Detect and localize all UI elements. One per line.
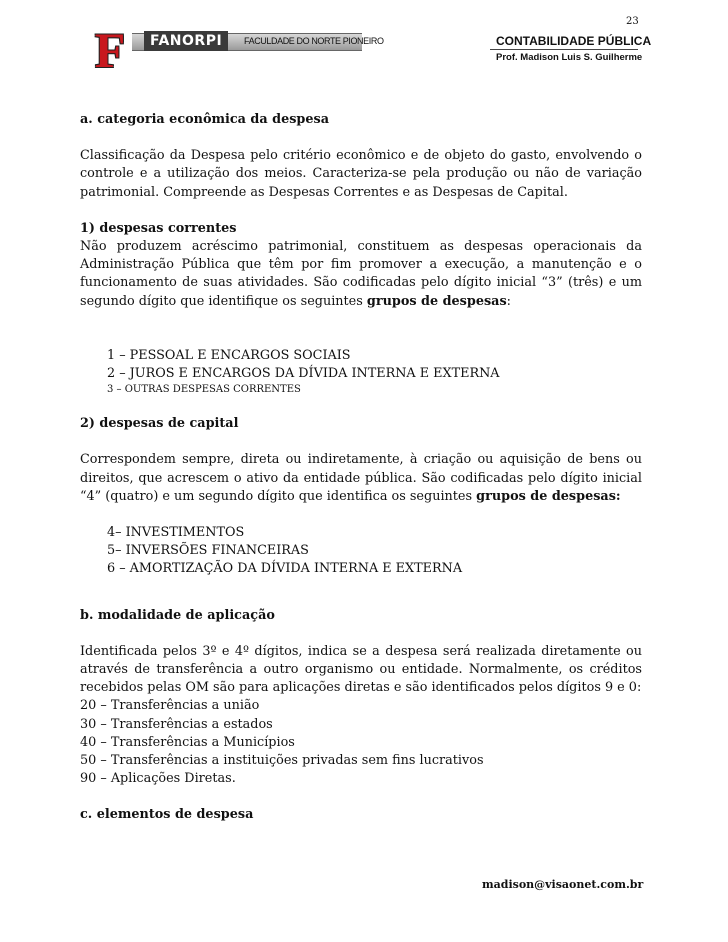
capital-list <box>80 524 642 579</box>
list-item: 6 – AMORTIZAÇÃO DA DÍVIDA INTERNA E EXTERNA <box>107 561 463 577</box>
section-a-heading: a. categoria econômica da despesa <box>80 112 329 127</box>
correntes-text-end: : <box>506 293 511 309</box>
list-item: 4– INVESTIMENTOS <box>107 525 245 541</box>
page-number: 23 <box>626 16 639 27</box>
list-item: 2 – JUROS E ENCARGOS DA DÍVIDA INTERNA E EXTERNA <box>107 366 500 382</box>
logo-subtitle: FACULDADE DO NORTE PIONEIRO <box>244 36 384 46</box>
section-a-paragraph: Classificação da Despesa pelo critério econômico e de objeto do gasto, envolvendo o controle e a utilização dos meios. Caracteriza-se pela produção ou não de variação patrimonial. Compreende as Despesas Correntes e as Despesas de Capital. <box>80 148 642 200</box>
document-body <box>80 111 642 825</box>
footer-email: madison@visaonet.com.br <box>482 878 644 891</box>
list-item: 5– INVERSÕES FINANCEIRAS <box>107 543 309 559</box>
section-c-heading: c. elementos de despesa <box>80 807 254 823</box>
list-item: 40 – Transferências a Municípios <box>80 734 295 750</box>
capital-bold-text: grupos de despesas: <box>476 488 621 504</box>
capital-paragraph <box>80 451 642 506</box>
capital-heading: 2) despesas de capital <box>80 416 239 432</box>
list-item: 1 – PESSOAL E ENCARGOS SOCIAIS <box>107 347 351 363</box>
header-divider <box>490 49 638 50</box>
logo-f-icon: F <box>94 22 126 78</box>
correntes-bold-text: grupos de despesas <box>366 293 507 309</box>
capital-text: Correspondem sempre, direta ou indiretamente, à criação ou aquisição de bens ou direitos, que acrescem o ativo da entidade pública. São codificadas pelo dígito inicial “4” (quatro) e um segundo dígito que identifica os seguintes <box>80 452 642 504</box>
list-item: 20 – Transferências a união <box>80 698 260 714</box>
section-b-paragraph: Identificada pelos 3º e 4º dígitos, indica se a despesa será realizada diretamente ou através de transferência a outro organismo ou entidade. Normalmente, os créditos recebidos pelas OM são para aplicações diretas e são identificados pelos dígitos 9 e 0: <box>80 643 642 696</box>
list-item: 30 – Transferências a estados <box>80 716 273 732</box>
correntes-heading: 1) despesas correntes <box>80 220 237 236</box>
modalidade-list <box>80 697 642 788</box>
correntes-list <box>80 347 642 397</box>
correntes-text: Não produzem acréscimo patrimonial, constituem as despesas operacionais da Administração Pública que têm por fim promover a execução, a manutenção e o funcionamento de suas atividades. São codificadas pelo dígito inicial “3” (três) e um segundo dígito que identifique os seguintes <box>80 239 642 309</box>
logo-name: FANORPI <box>144 31 228 51</box>
professor-name: Prof. Madison Luis S. Guilherme <box>496 52 643 63</box>
section-b-heading: b. modalidade de aplicação <box>80 607 275 623</box>
correntes-paragraph <box>80 238 642 311</box>
list-item: 3 – OUTRAS DESPESAS CORRENTES <box>107 384 301 396</box>
course-title: CONTABILIDADE PÚBLICA <box>496 34 652 48</box>
list-item: 90 – Aplicações Diretas. <box>80 771 236 787</box>
list-item: 50 – Transferências a instituições privadas sem fins lucrativos <box>80 753 484 769</box>
